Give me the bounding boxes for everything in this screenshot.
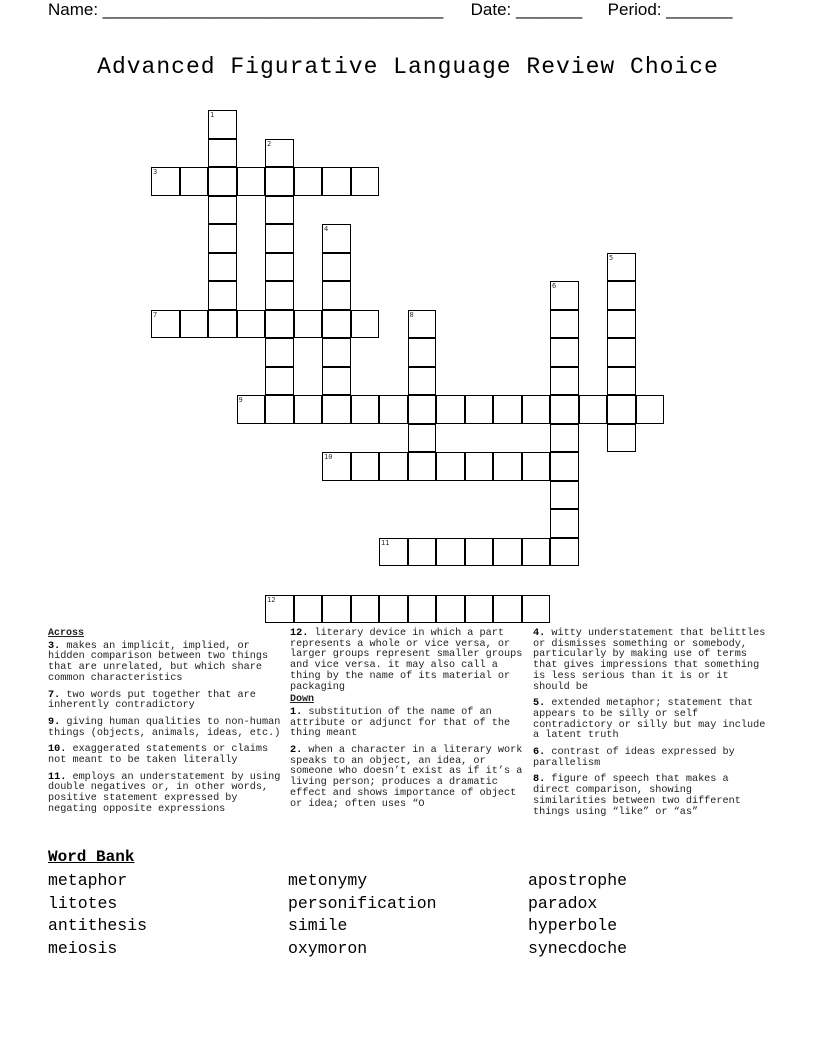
clues-column-2 bbox=[290, 629, 526, 816]
crossword-cell[interactable] bbox=[351, 595, 380, 624]
clue-number-11: 11 bbox=[381, 538, 390, 547]
crossword-cell[interactable] bbox=[493, 538, 522, 567]
clue-text: figure of speech that makes a direct comparison, showing similarities between two different things using “like” or “as” bbox=[533, 774, 741, 818]
crossword-cell[interactable] bbox=[379, 595, 408, 624]
crossword-cell[interactable] bbox=[294, 395, 323, 424]
crossword-cell[interactable] bbox=[579, 395, 608, 424]
crossword-cell[interactable] bbox=[522, 595, 551, 624]
across-heading: Across bbox=[48, 628, 85, 639]
clue-number: 12. bbox=[290, 628, 309, 639]
crossword-cell[interactable] bbox=[265, 310, 294, 339]
word-bank-column-1 bbox=[48, 870, 147, 960]
crossword-cell[interactable] bbox=[265, 224, 294, 253]
crossword-cell[interactable] bbox=[550, 538, 579, 567]
crossword-cell[interactable] bbox=[265, 196, 294, 225]
clue-number-12: 12 bbox=[267, 595, 276, 604]
crossword-cell[interactable] bbox=[208, 139, 237, 168]
crossword-cell[interactable] bbox=[237, 310, 266, 339]
clue bbox=[48, 773, 284, 816]
crossword-cell[interactable] bbox=[208, 224, 237, 253]
crossword-cell[interactable] bbox=[322, 338, 351, 367]
clue bbox=[533, 699, 769, 742]
crossword-cell[interactable] bbox=[322, 253, 351, 282]
crossword-cell[interactable] bbox=[493, 452, 522, 481]
crossword-cell[interactable] bbox=[550, 310, 579, 339]
word-bank-item: hyperbole bbox=[528, 916, 618, 936]
clue bbox=[533, 629, 769, 693]
crossword-cell[interactable] bbox=[379, 395, 408, 424]
crossword-cell[interactable] bbox=[322, 367, 351, 396]
crossword-cell[interactable] bbox=[607, 424, 636, 453]
crossword-cell[interactable] bbox=[208, 310, 237, 339]
crossword-cell[interactable] bbox=[408, 538, 437, 567]
date-field-label[interactable]: Date: _______ bbox=[470, 0, 583, 19]
crossword-cell[interactable] bbox=[322, 595, 351, 624]
clue bbox=[290, 708, 526, 740]
crossword-cell[interactable] bbox=[408, 395, 437, 424]
clue-text: when a character in a literary work speaks to an object, an idea, or someone who doesn’t exist as if it’s a living person; produces a dramatic effect and shows importance of object or idea; often uses “O bbox=[290, 745, 523, 810]
crossword-cell[interactable] bbox=[636, 395, 665, 424]
crossword-cell[interactable] bbox=[522, 395, 551, 424]
clue-number: 11. bbox=[48, 771, 67, 783]
crossword-cell[interactable] bbox=[322, 310, 351, 339]
clue-text: two words put together that are inherently contradictory bbox=[48, 689, 256, 712]
crossword-cell[interactable] bbox=[294, 310, 323, 339]
clue-number: 9. bbox=[48, 716, 61, 728]
clue bbox=[48, 745, 284, 766]
word-bank-item: metaphor bbox=[48, 871, 128, 890]
clue-number-1: 1 bbox=[210, 111, 215, 119]
clue-text: makes an implicit, implied, or hidden comparison between two things that are unrelated, but which share common characteristics bbox=[48, 640, 269, 684]
crossword-cell[interactable] bbox=[265, 395, 294, 424]
crossword-cell[interactable] bbox=[550, 367, 579, 396]
crossword-cell[interactable] bbox=[351, 310, 380, 339]
clue-text: giving human qualities to non-human things (objects, animals, ideas, etc.) bbox=[48, 716, 281, 739]
crossword-cell[interactable] bbox=[550, 509, 579, 538]
crossword-cell[interactable] bbox=[351, 167, 380, 196]
clue bbox=[48, 691, 284, 712]
clue-number: 7. bbox=[48, 689, 61, 701]
crossword-cell[interactable] bbox=[351, 452, 380, 481]
crossword-cell[interactable] bbox=[522, 538, 551, 567]
crossword-cell[interactable] bbox=[465, 595, 494, 624]
word-bank-item: antithesis bbox=[48, 916, 148, 936]
crossword-cell[interactable] bbox=[550, 424, 579, 453]
crossword-cell[interactable] bbox=[208, 253, 237, 282]
word-bank-item: metonymy bbox=[288, 871, 368, 890]
name-field-label[interactable]: Name: ____________________________________ bbox=[48, 0, 444, 19]
crossword-cell[interactable] bbox=[208, 281, 237, 310]
clue bbox=[48, 718, 284, 739]
word-bank-item: apostrophe bbox=[528, 871, 628, 890]
crossword-cell[interactable] bbox=[607, 395, 636, 424]
crossword-cell[interactable] bbox=[408, 424, 437, 453]
clue-number-8: 8 bbox=[409, 310, 414, 319]
crossword-cell[interactable] bbox=[465, 395, 494, 424]
crossword-cell[interactable] bbox=[379, 452, 408, 481]
clue bbox=[290, 746, 526, 810]
crossword-cell[interactable] bbox=[322, 395, 351, 424]
student-info-header bbox=[48, 0, 732, 20]
word-bank-item: meiosis bbox=[48, 938, 118, 958]
word-bank-column-2 bbox=[288, 870, 437, 960]
word-bank-item: oxymoron bbox=[288, 938, 368, 958]
clue-text: contrast of ideas expressed by parallelism bbox=[533, 747, 735, 769]
crossword-cell[interactable] bbox=[294, 595, 323, 624]
crossword-cell[interactable] bbox=[408, 338, 437, 367]
clue bbox=[48, 642, 284, 685]
word-bank-item: synecdoche bbox=[528, 938, 628, 958]
crossword-cell[interactable] bbox=[180, 167, 209, 196]
clue-number-9: 9 bbox=[238, 396, 243, 404]
crossword-cell[interactable] bbox=[550, 395, 579, 424]
word-bank-item: personification bbox=[288, 893, 437, 913]
clue-text: exaggerated statements or claims not meant to be taken literally bbox=[48, 744, 269, 767]
crossword-cell[interactable] bbox=[607, 338, 636, 367]
crossword-cell[interactable] bbox=[265, 338, 294, 367]
clue-text: employs an understatement by using double negatives or, in other words, positive statement expressed by negating opposite expressions bbox=[48, 771, 281, 815]
crossword-cell[interactable] bbox=[265, 253, 294, 282]
clue-number-2: 2 bbox=[267, 139, 272, 148]
crossword-cell[interactable] bbox=[607, 281, 636, 310]
clue-text: substitution of the name of an attribute or adjunct for that of the thing meant bbox=[290, 706, 511, 740]
clue-number-3: 3 bbox=[153, 168, 158, 176]
crossword-cell[interactable] bbox=[493, 595, 522, 624]
crossword-cell[interactable] bbox=[237, 167, 266, 196]
crossword-cell[interactable] bbox=[436, 538, 465, 567]
clue-number-7: 7 bbox=[153, 310, 158, 319]
crossword-cell[interactable] bbox=[265, 167, 294, 196]
crossword-cell[interactable] bbox=[208, 196, 237, 225]
down-heading: Down bbox=[290, 694, 315, 706]
period-field-label[interactable]: Period: _______ bbox=[607, 0, 733, 19]
crossword-cell[interactable] bbox=[550, 452, 579, 481]
crossword-cell[interactable] bbox=[607, 310, 636, 339]
clue-text: witty understatement that belittles or dismisses something or somebody, particularly by making use of terms that gives impressions that something is less serious than it is or it should be bbox=[533, 628, 766, 693]
word-bank-item: paradox bbox=[528, 893, 598, 913]
crossword-cell[interactable] bbox=[408, 367, 437, 396]
crossword-cell[interactable] bbox=[493, 395, 522, 424]
clue-number: 4. bbox=[533, 628, 546, 639]
crossword-cell[interactable] bbox=[265, 281, 294, 310]
crossword-cell[interactable] bbox=[436, 595, 465, 624]
clue-number: 1. bbox=[290, 706, 303, 718]
word-bank-item: simile bbox=[288, 916, 348, 936]
crossword-cell[interactable] bbox=[322, 167, 351, 196]
crossword-cell[interactable] bbox=[294, 167, 323, 196]
clue-number: 3. bbox=[48, 640, 61, 652]
clue-number-10: 10 bbox=[324, 453, 333, 461]
clue-number: 2. bbox=[290, 745, 303, 757]
page-title: Advanced Figurative Language Review Choice bbox=[97, 54, 719, 80]
crossword-cell[interactable] bbox=[436, 395, 465, 424]
clue bbox=[533, 748, 769, 769]
clue-number: 5. bbox=[533, 698, 546, 710]
crossword-cell[interactable] bbox=[607, 367, 636, 396]
clue-number-5: 5 bbox=[609, 253, 614, 262]
word-bank-item: litotes bbox=[48, 893, 118, 913]
crossword-cell[interactable] bbox=[351, 395, 380, 424]
clue bbox=[533, 775, 769, 818]
clues-column-3 bbox=[533, 629, 769, 824]
word-bank-title: Word Bank bbox=[48, 848, 135, 866]
clue-number-4: 4 bbox=[324, 225, 329, 233]
crossword-cell[interactable] bbox=[265, 367, 294, 396]
clue-text: extended metaphor; statement that appears to be silly or self contradictory or silly but may include a latent truth bbox=[533, 698, 766, 742]
crossword-cell[interactable] bbox=[550, 338, 579, 367]
crossword-cell[interactable] bbox=[550, 481, 579, 510]
clue-number: 6. bbox=[533, 747, 546, 759]
crossword-cell[interactable] bbox=[436, 452, 465, 481]
crossword-cell[interactable] bbox=[180, 310, 209, 339]
crossword-cell[interactable] bbox=[322, 281, 351, 310]
crossword-cell[interactable] bbox=[465, 452, 494, 481]
crossword-cell[interactable] bbox=[208, 167, 237, 196]
crossword-cell[interactable] bbox=[522, 452, 551, 481]
clue bbox=[290, 629, 526, 693]
crossword-cell[interactable] bbox=[408, 452, 437, 481]
clue-text: literary device in which a part represents a whole or vice versa, or larger groups represent smaller groups and vice versa. it may also call a thing by the name of its material or packaging bbox=[290, 628, 523, 693]
word-bank-column-3 bbox=[528, 870, 627, 960]
clue-number: 8. bbox=[533, 774, 546, 786]
crossword-cell[interactable] bbox=[408, 595, 437, 624]
clue-number: 10. bbox=[48, 744, 67, 756]
clues-column-1 bbox=[48, 629, 284, 822]
crossword-cell[interactable] bbox=[465, 538, 494, 567]
clue-number-6: 6 bbox=[552, 282, 557, 290]
